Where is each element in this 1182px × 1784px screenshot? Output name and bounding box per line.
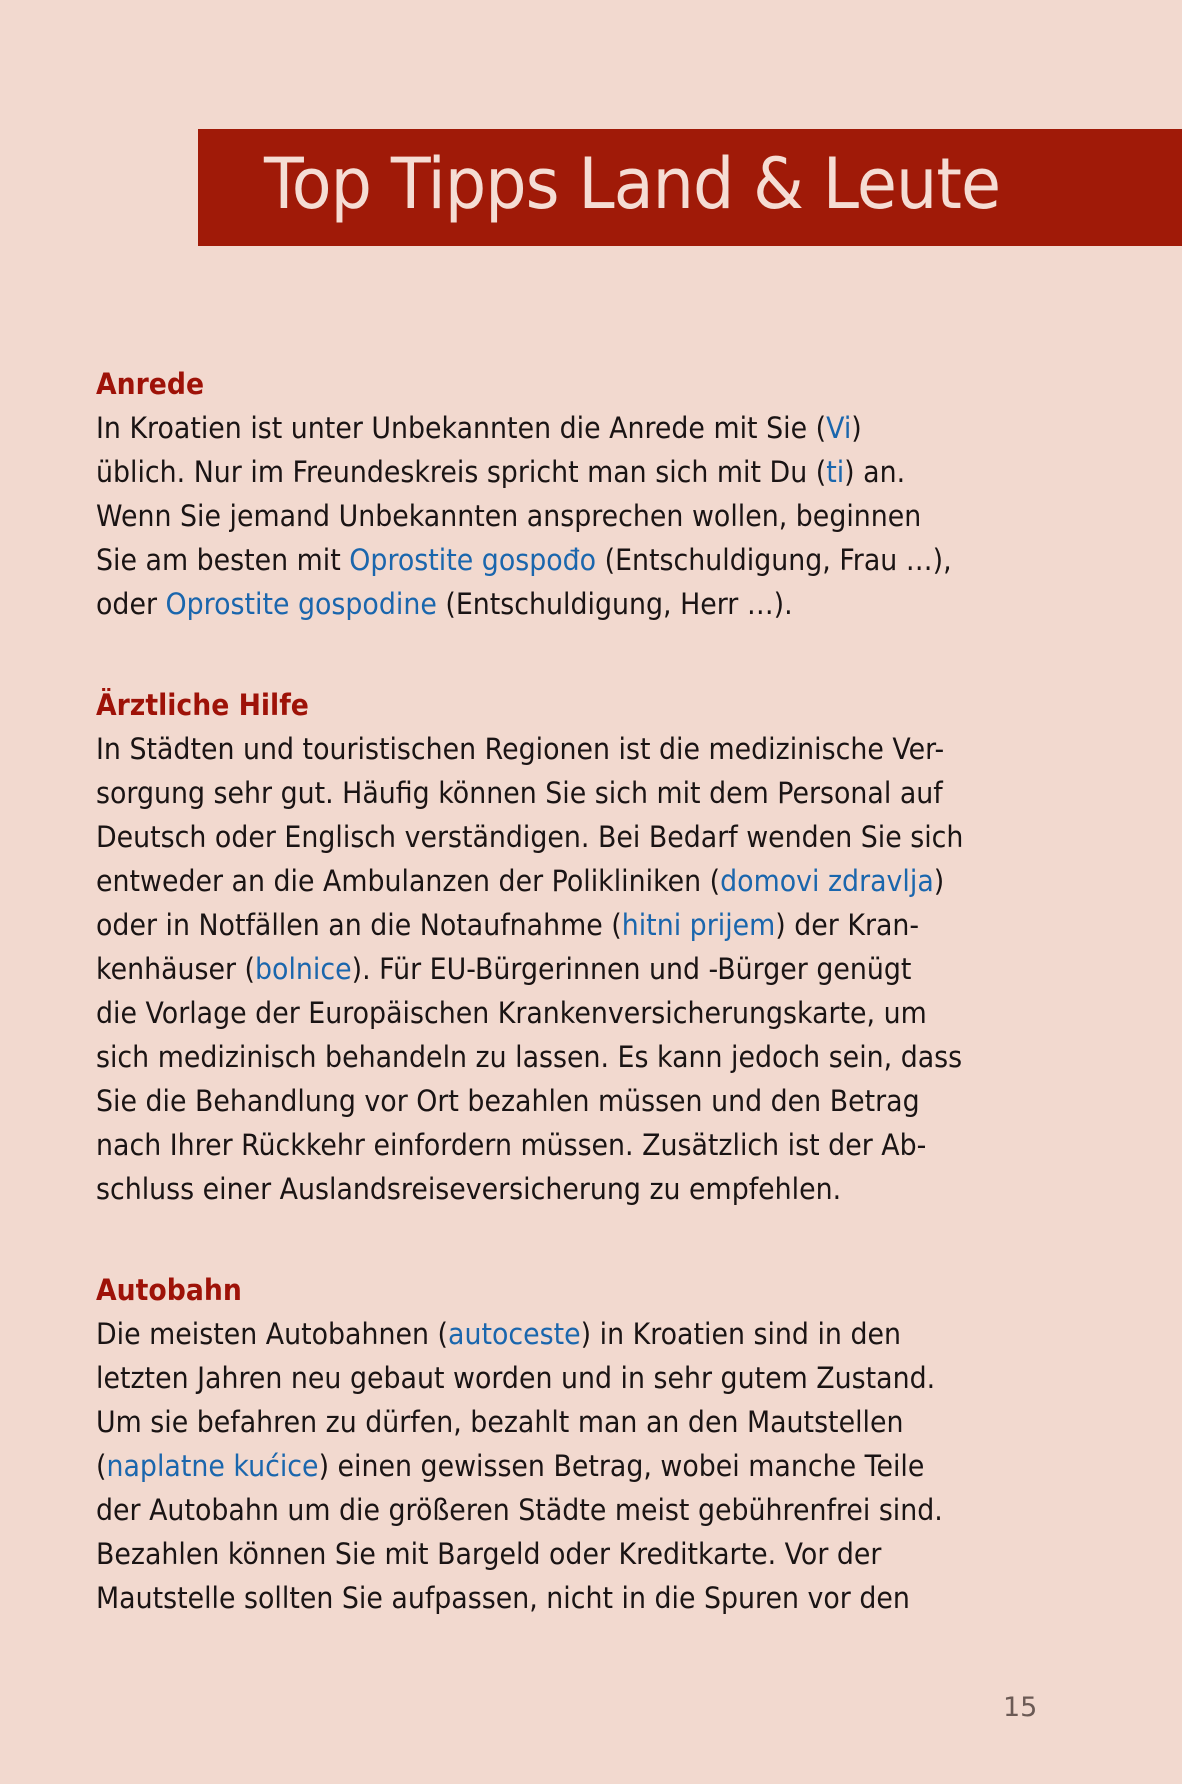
text-line — [96, 1167, 1021, 1211]
body-text: ) an. — [844, 455, 906, 489]
section-aerztliche-hilfe — [96, 683, 1096, 1211]
croatian-term: Vi — [826, 411, 852, 445]
body-text: sich medizinisch behandeln zu lassen. Es kann jedoch sein, dass — [96, 1040, 963, 1074]
text-line — [96, 538, 1021, 582]
body-text: Deutsch oder Englisch verständigen. Bei Bedarf wenden Sie sich — [96, 820, 964, 854]
page-title: Top Tipps Land & Leute — [264, 143, 1001, 225]
title-banner — [198, 129, 1182, 246]
croatian-term: hitni prijem — [621, 908, 776, 942]
body-text: ) — [933, 864, 945, 898]
section-body — [96, 727, 1096, 1211]
body-text: Mautstelle sollten Sie aufpassen, nicht in die Spuren vor den — [96, 1581, 910, 1615]
body-text: sorgung sehr gut. Häufig können Sie sich mit dem Personal auf — [96, 776, 943, 810]
section-spacer — [96, 626, 1096, 683]
section-heading: Autobahn — [96, 1273, 242, 1307]
body-text: oder in Notfällen an die Notaufnahme ( — [96, 908, 622, 942]
text-line — [96, 582, 1021, 626]
text-line — [96, 1576, 1021, 1620]
body-text: (Entschuldigung, Frau …), — [596, 543, 952, 577]
body-text: üblich. Nur im Freundeskreis spricht man sich mit Du ( — [96, 455, 827, 489]
body-text: nach Ihrer Rückkehr einfordern müssen. Zusätzlich ist der Ab- — [96, 1128, 927, 1162]
text-line — [96, 1444, 1021, 1488]
body-text: oder — [96, 587, 166, 621]
text-line — [96, 1312, 1021, 1356]
body-text: Um sie befahren zu dürfen, bezahlt man an den Mautstellen — [96, 1405, 904, 1439]
text-line — [96, 1123, 1021, 1167]
croatian-term: Oprostite gospodine — [165, 587, 437, 621]
text-line — [96, 1356, 1021, 1400]
text-line — [96, 991, 1021, 1035]
section-autobahn — [96, 1268, 1096, 1620]
body-text: ) — [851, 411, 862, 445]
text-line — [96, 859, 1021, 903]
section-anrede — [96, 362, 1096, 626]
text-line — [96, 1400, 1021, 1444]
body-text: (Entschuldigung, Herr …). — [436, 587, 793, 621]
croatian-term: domovi zdravlja — [720, 864, 934, 898]
section-body — [96, 406, 1096, 626]
body-text: In Kroatien ist unter Unbekannten die Anrede mit Sie ( — [96, 411, 827, 445]
section-heading: Anrede — [96, 367, 205, 401]
text-line — [96, 406, 1021, 450]
croatian-term: Oprostite gospođo — [349, 543, 597, 577]
text-line — [96, 903, 1021, 947]
text-line — [96, 450, 1021, 494]
text-line — [96, 947, 1021, 991]
page-content — [96, 362, 1096, 1620]
section-spacer — [96, 1211, 1096, 1268]
body-text: Die meisten Autobahnen ( — [96, 1317, 449, 1351]
text-line — [96, 1035, 1021, 1079]
section-body — [96, 1312, 1096, 1620]
body-text: letzten Jahren neu gebaut worden und in sehr gutem Zustand. — [96, 1361, 936, 1395]
text-line — [96, 494, 1021, 538]
text-line — [96, 1488, 1021, 1532]
body-text: die Vorlage der Europäischen Krankenversicherungskarte, um — [96, 996, 927, 1030]
body-text: ) einen gewissen Betrag, wobei manche Teile — [318, 1449, 925, 1483]
croatian-term: naplatne kućice — [106, 1449, 319, 1483]
text-line — [96, 1079, 1021, 1123]
body-text: Wenn Sie jemand Unbekannten ansprechen wollen, beginnen — [96, 499, 922, 533]
body-text: kenhäuser ( — [96, 952, 256, 986]
section-heading: Ärztliche Hilfe — [96, 688, 309, 722]
body-text: Sie die Behandlung vor Ort bezahlen müssen und den Betrag — [96, 1084, 920, 1118]
body-text: In Städten und touristischen Regionen ist die medizinische Ver- — [96, 732, 945, 766]
croatian-term: autoceste — [448, 1317, 581, 1351]
body-text: Sie am besten mit — [96, 543, 350, 577]
body-text: ). Für EU-Bürgerinnen und -Bürger genügt — [351, 952, 912, 986]
body-text: ) der Kran- — [775, 908, 920, 942]
text-line — [96, 815, 1021, 859]
body-text: ) in Kroatien sind in den — [580, 1317, 901, 1351]
text-line — [96, 1532, 1021, 1576]
body-text: der Autobahn um die größeren Städte meist gebührenfrei sind. — [96, 1493, 943, 1527]
body-text: Bezahlen können Sie mit Bargeld oder Kreditkarte. Vor der — [96, 1537, 882, 1571]
body-text: schluss einer Auslandsreiseversicherung zu empfehlen. — [96, 1172, 842, 1206]
body-text: ( — [96, 1449, 107, 1483]
text-line — [96, 771, 1021, 815]
text-line — [96, 727, 1021, 771]
croatian-term: bolnice — [255, 952, 352, 986]
body-text: entweder an die Ambulanzen der Polikliniken ( — [96, 864, 721, 898]
croatian-term: ti — [826, 455, 845, 489]
page-number: 15 — [1003, 1692, 1038, 1723]
